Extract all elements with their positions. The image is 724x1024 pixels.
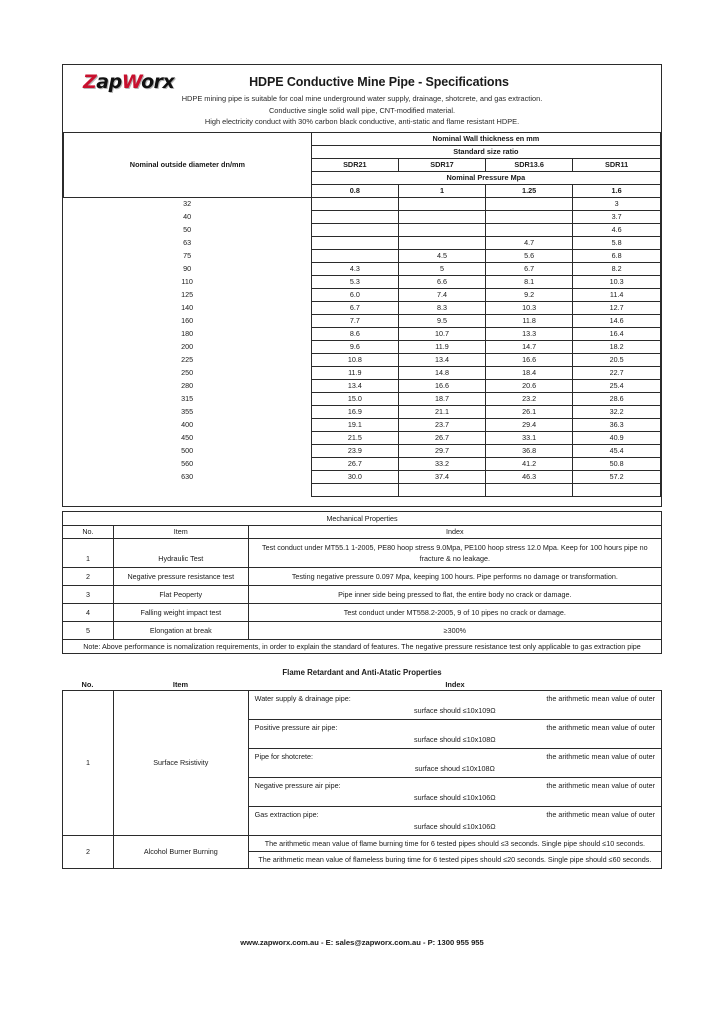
table-row <box>63 835 662 852</box>
spec-table-bottom-spacer <box>62 497 662 507</box>
mechanical-row-index: Test conduct under MT55.1 1-2005, PE80 hoop stress 9.0Mpa, PE100 hoop stress 12.0 Mpa. Keep for 100 hours pipe no fracture & no leakage. <box>248 538 661 567</box>
page-footer: www.zapworx.com.au - E: sales@zapworx.com.au - P: 1300 955 955 <box>240 938 484 947</box>
spec-wall-value: 20.6 <box>486 379 573 392</box>
spec-col-sdr13-6: SDR13.6 <box>486 158 573 171</box>
spec-wall-value: 20.5 <box>573 353 661 366</box>
spec-dn-value: 250 <box>64 366 312 379</box>
spec-wall-value <box>398 483 485 496</box>
mechanical-row-index: Testing negative pressure 0.097 Mpa, keeping 100 hours. Pipe performs no damage or transformation. <box>248 567 661 585</box>
spec-dn-value: 90 <box>64 262 312 275</box>
spec-wall-value: 46.3 <box>486 470 573 483</box>
logo-letter-w: W <box>121 71 142 93</box>
mechanical-row-index: Test conduct under MT558.2-2005, 9 of 10 pipes no crack or damage. <box>248 603 661 621</box>
mechanical-row-no: 4 <box>63 603 114 621</box>
table-row <box>64 444 661 457</box>
spec-wall-value <box>311 236 398 249</box>
spec-wall-value: 16.6 <box>486 353 573 366</box>
spec-wall-value <box>311 210 398 223</box>
specification-table-wrapper <box>62 132 662 497</box>
spec-dn-value: 125 <box>64 288 312 301</box>
spec-pressure-3: 1.6 <box>573 184 661 197</box>
spec-wall-value <box>486 210 573 223</box>
flame-entry-right: the arithmetic mean value of outer <box>546 780 655 790</box>
table-row <box>64 405 661 418</box>
table-row <box>64 353 661 366</box>
spec-wall-value: 13.4 <box>311 379 398 392</box>
spec-dn-header: Nominal outside diameter dn/mm <box>64 132 312 197</box>
spec-wall-value: 6.8 <box>573 249 661 262</box>
mechanical-row-no: 5 <box>63 621 114 639</box>
spec-wall-value: 25.4 <box>573 379 661 392</box>
table-row <box>64 275 661 288</box>
table-row <box>63 603 662 621</box>
spec-dn-value: 450 <box>64 431 312 444</box>
spec-wall-value: 50.8 <box>573 457 661 470</box>
flame-entry-sub: surface should ≤10x106Ω <box>414 792 496 802</box>
spec-wall-value: 33.1 <box>486 431 573 444</box>
logo-letters-ap: ap <box>96 71 122 93</box>
spec-wall-value: 9.2 <box>486 288 573 301</box>
spec-wall-value <box>398 236 485 249</box>
spec-wall-value: 11.9 <box>398 340 485 353</box>
table-row <box>64 379 661 392</box>
flame-entry-label: Water supply & drainage pipe: <box>254 693 351 703</box>
spec-wall-value: 16.9 <box>311 405 398 418</box>
flame-column-headers <box>62 680 662 689</box>
table-row <box>64 366 661 379</box>
spec-wall-value: 30.0 <box>311 470 398 483</box>
spec-wall-value <box>573 483 661 496</box>
spec-wall-value <box>486 197 573 210</box>
spec-dn-value: 280 <box>64 379 312 392</box>
flame-entry-right: the arithmetic mean value of outer <box>546 751 655 761</box>
spec-wall-value: 28.6 <box>573 392 661 405</box>
spec-wall-value: 8.1 <box>486 275 573 288</box>
spec-wall-value <box>486 483 573 496</box>
spec-dn-value: 225 <box>64 353 312 366</box>
table-row <box>64 288 661 301</box>
flame-burner-line: The arithmetic mean value of flame burning time for 6 tested pipes should ≤3 seconds. Single pipe should ≤10 seconds. <box>248 835 661 852</box>
spec-wall-value: 13.4 <box>398 353 485 366</box>
spec-wall-value <box>486 223 573 236</box>
spec-col-sdr17: SDR17 <box>398 158 485 171</box>
spec-wall-value: 4.6 <box>573 223 661 236</box>
spec-dn-value: 630 <box>64 470 312 483</box>
spec-dn-value <box>64 483 312 496</box>
mechanical-note-row <box>63 639 662 653</box>
specification-table-body <box>64 197 661 496</box>
mechanical-row-item: Negative pressure resistance test <box>113 567 248 585</box>
mechanical-row-item: Hydraulic Test <box>113 538 248 567</box>
spec-wall-value: 10.8 <box>311 353 398 366</box>
spec-wall-value: 8.3 <box>398 301 485 314</box>
mechanical-col-item: Item <box>113 525 248 538</box>
table-row <box>64 392 661 405</box>
spec-wall-value: 12.7 <box>573 301 661 314</box>
flame-row-item: Surface Rsistivity <box>113 690 248 835</box>
spec-wall-value: 4.3 <box>311 262 398 275</box>
spec-wall-value: 10.7 <box>398 327 485 340</box>
header-top-row <box>71 71 653 93</box>
mechanical-row-index: Pipe inner side being pressed to flat, the entire body no crack or damage. <box>248 585 661 603</box>
flame-col-no: No. <box>81 679 94 689</box>
spec-wall-value: 3 <box>573 197 661 210</box>
table-row <box>64 314 661 327</box>
spec-dn-value: 400 <box>64 418 312 431</box>
spec-wall-value: 5.6 <box>486 249 573 262</box>
mechanical-col-index: Index <box>248 525 661 538</box>
table-row <box>63 585 662 603</box>
flame-row-item: Alcohol Burner Burning <box>113 835 248 868</box>
mechanical-row-no: 1 <box>63 538 114 567</box>
header-subline-3: High electricity conduct with 30% carbon black conductive, anti-static and flame resistant HDPE. <box>204 117 520 126</box>
table-row <box>63 538 662 567</box>
spec-wall-value: 7.7 <box>311 314 398 327</box>
flame-entry-sub: surface should ≤10x106Ω <box>414 821 496 831</box>
flame-entry-right: the arithmetic mean value of outer <box>546 809 655 819</box>
flame-entry-sub: surface should ≤10x109Ω <box>414 705 496 715</box>
flame-row-index <box>248 690 661 719</box>
spec-wall-value: 11.4 <box>573 288 661 301</box>
table-row <box>64 249 661 262</box>
spec-dn-value: 200 <box>64 340 312 353</box>
table-row <box>64 210 661 223</box>
spec-wall-value: 8.2 <box>573 262 661 275</box>
spec-wall-value: 26.7 <box>311 457 398 470</box>
header-subline-2: Conductive single solid wall pipe, CNT-modified material. <box>268 105 456 115</box>
spec-wall-value: 6.6 <box>398 275 485 288</box>
mechanical-row-item: Elongation at break <box>113 621 248 639</box>
mechanical-row-item: Falling weight impact test <box>113 603 248 621</box>
spec-wall-value: 13.3 <box>486 327 573 340</box>
table-row <box>63 621 662 639</box>
spec-col-sdr21: SDR21 <box>311 158 398 171</box>
mechanical-rows <box>63 538 662 639</box>
table-row <box>64 236 661 249</box>
spec-dn-value: 110 <box>64 275 312 288</box>
spec-wall-value: 6.7 <box>486 262 573 275</box>
spec-dn-value: 180 <box>64 327 312 340</box>
spec-wall-value: 29.4 <box>486 418 573 431</box>
spec-wall-value <box>398 223 485 236</box>
mechanical-header-row <box>63 525 662 538</box>
spec-wall-value: 21.5 <box>311 431 398 444</box>
flame-row-no: 2 <box>63 835 114 868</box>
specification-table <box>63 132 661 497</box>
spec-wall-value: 22.7 <box>573 366 661 379</box>
table-row <box>64 327 661 340</box>
spec-wall-value: 5 <box>398 262 485 275</box>
spec-wall-value: 26.1 <box>486 405 573 418</box>
spec-wall-value: 5.3 <box>311 275 398 288</box>
spec-wall-value: 16.4 <box>573 327 661 340</box>
flame-section-title: Flame Retardant and Anti-Atatic Properties <box>282 667 442 677</box>
spec-wall-value: 6.0 <box>311 288 398 301</box>
spec-wall-value: 10.3 <box>573 275 661 288</box>
logo-letter-z: Z <box>83 71 97 93</box>
spec-pressure-1: 1 <box>398 184 485 197</box>
spec-pressure-2: 1.25 <box>486 184 573 197</box>
spec-wall-value: 8.6 <box>311 327 398 340</box>
spec-wall-value: 36.3 <box>573 418 661 431</box>
spec-wall-value: 14.7 <box>486 340 573 353</box>
spec-wall-value: 23.7 <box>398 418 485 431</box>
spec-wall-value: 45.4 <box>573 444 661 457</box>
spec-dn-value: 40 <box>64 210 312 223</box>
table-row <box>63 567 662 585</box>
flame-row-index <box>248 748 661 777</box>
spec-wall-value: 18.4 <box>486 366 573 379</box>
flame-entry-right: the arithmetic mean value of outer <box>546 693 655 703</box>
zapworx-logo <box>83 71 175 93</box>
table-row <box>64 340 661 353</box>
mechanical-row-index: ≥300% <box>248 621 661 639</box>
spec-wall-value: 23.2 <box>486 392 573 405</box>
flame-entry-label: Negative pressure air pipe: <box>254 780 341 790</box>
spec-wall-value: 16.6 <box>398 379 485 392</box>
spec-pressure-header: Nominal Pressure Mpa <box>311 171 660 184</box>
flame-entry-label: Pipe for shotcrete: <box>254 751 314 761</box>
flame-row-index <box>248 806 661 835</box>
mechanical-title-row <box>63 511 662 525</box>
flame-entry-label: Gas extraction pipe: <box>254 809 319 819</box>
spec-wall-value: 41.2 <box>486 457 573 470</box>
mechanical-col-no: No. <box>63 525 114 538</box>
spec-wall-value: 19.1 <box>311 418 398 431</box>
spec-wall-value <box>398 210 485 223</box>
spec-wall-value: 14.8 <box>398 366 485 379</box>
spec-wall-value: 9.5 <box>398 314 485 327</box>
spec-wall-value: 6.7 <box>311 301 398 314</box>
flame-properties-table <box>62 690 662 869</box>
table-row <box>64 197 661 210</box>
spec-wall-value: 18.2 <box>573 340 661 353</box>
spec-wall-value: 57.2 <box>573 470 661 483</box>
flame-row-index <box>248 719 661 748</box>
mechanical-row-no: 3 <box>63 585 114 603</box>
spec-wall-value: 15.0 <box>311 392 398 405</box>
table-row <box>64 457 661 470</box>
spec-sheet <box>62 64 662 869</box>
spec-col-sdr11: SDR11 <box>573 158 661 171</box>
spec-dn-value: 50 <box>64 223 312 236</box>
table-row <box>64 470 661 483</box>
spec-header-wall-row <box>64 132 661 145</box>
spec-wall-value: 18.7 <box>398 392 485 405</box>
flame-row-no: 1 <box>63 690 114 835</box>
spec-wall-value: 36.8 <box>486 444 573 457</box>
table-row <box>64 431 661 444</box>
flame-row-index <box>248 777 661 806</box>
spec-wall-value <box>398 197 485 210</box>
table-row <box>63 690 662 719</box>
spec-wall-value: 5.8 <box>573 236 661 249</box>
spec-wall-value: 33.2 <box>398 457 485 470</box>
spec-sdr-header: Standard size ratio <box>311 145 660 158</box>
spec-dn-value: 560 <box>64 457 312 470</box>
spec-wall-value <box>311 249 398 262</box>
spec-dn-value: 160 <box>64 314 312 327</box>
spec-wall-value: 23.9 <box>311 444 398 457</box>
spec-wall-value: 21.1 <box>398 405 485 418</box>
spec-wall-value: 9.6 <box>311 340 398 353</box>
spec-wall-value: 32.2 <box>573 405 661 418</box>
spec-wall-value: 4.7 <box>486 236 573 249</box>
table-row <box>64 418 661 431</box>
flame-col-item: Item <box>172 679 189 689</box>
spec-wall-value: 14.6 <box>573 314 661 327</box>
flame-burner-line: The arithmetic mean value of flameless buring time for 6 tested pipes should ≤20 seconds. Single pipe should ≤60 seconds. <box>248 852 661 869</box>
spec-wall-header: Nominal Wall thickness en mm <box>311 132 660 145</box>
mechanical-properties-table <box>62 511 662 654</box>
spec-wall-value: 11.8 <box>486 314 573 327</box>
spec-wall-value: 40.9 <box>573 431 661 444</box>
table-row <box>64 262 661 275</box>
document-header <box>62 64 662 132</box>
spec-dn-value: 75 <box>64 249 312 262</box>
spec-pressure-0: 0.8 <box>311 184 398 197</box>
spec-wall-value: 29.7 <box>398 444 485 457</box>
flame-entry-sub: surface shoud ≤10x108Ω <box>414 763 495 773</box>
spec-wall-value <box>311 223 398 236</box>
mechanical-row-item: Flat Peoperty <box>113 585 248 603</box>
spec-wall-value: 3.7 <box>573 210 661 223</box>
spec-wall-value: 37.4 <box>398 470 485 483</box>
header-subline-1: HDPE mining pipe is suitable for coal mine underground water supply, drainage, shotcrete, and gas extraction. <box>181 94 543 103</box>
spec-dn-value: 355 <box>64 405 312 418</box>
flame-entry-sub: surface should ≤10x108Ω <box>414 734 496 744</box>
mechanical-row-no: 2 <box>63 567 114 585</box>
table-row <box>64 301 661 314</box>
spec-dn-value: 500 <box>64 444 312 457</box>
spec-wall-value: 7.4 <box>398 288 485 301</box>
spec-wall-value: 11.9 <box>311 366 398 379</box>
spec-dn-value: 315 <box>64 392 312 405</box>
flame-rows <box>63 690 662 868</box>
spec-dn-value: 32 <box>64 197 312 210</box>
table-row <box>64 223 661 236</box>
mechanical-note: Note: Above performance is nomalization requirements, in order to explain the standard of features. The negative pressure resistance test only applicable to gas extraction pipe <box>63 639 662 653</box>
spec-dn-value: 63 <box>64 236 312 249</box>
logo-letters-orx: orx <box>141 71 175 93</box>
spec-wall-value <box>311 197 398 210</box>
mechanical-title: Mechanical Properties <box>63 511 662 525</box>
spec-wall-value: 10.3 <box>486 301 573 314</box>
spec-dn-value: 140 <box>64 301 312 314</box>
spec-wall-value <box>311 483 398 496</box>
flame-entry-right: the arithmetic mean value of outer <box>546 722 655 732</box>
flame-entry-label: Positive pressure air pipe: <box>254 722 338 732</box>
spec-wall-value: 4.5 <box>398 249 485 262</box>
page-title: HDPE Conductive Mine Pipe - Specifications <box>249 75 509 89</box>
table-row <box>64 483 661 496</box>
spec-wall-value: 26.7 <box>398 431 485 444</box>
flame-col-index: Index <box>445 679 465 689</box>
